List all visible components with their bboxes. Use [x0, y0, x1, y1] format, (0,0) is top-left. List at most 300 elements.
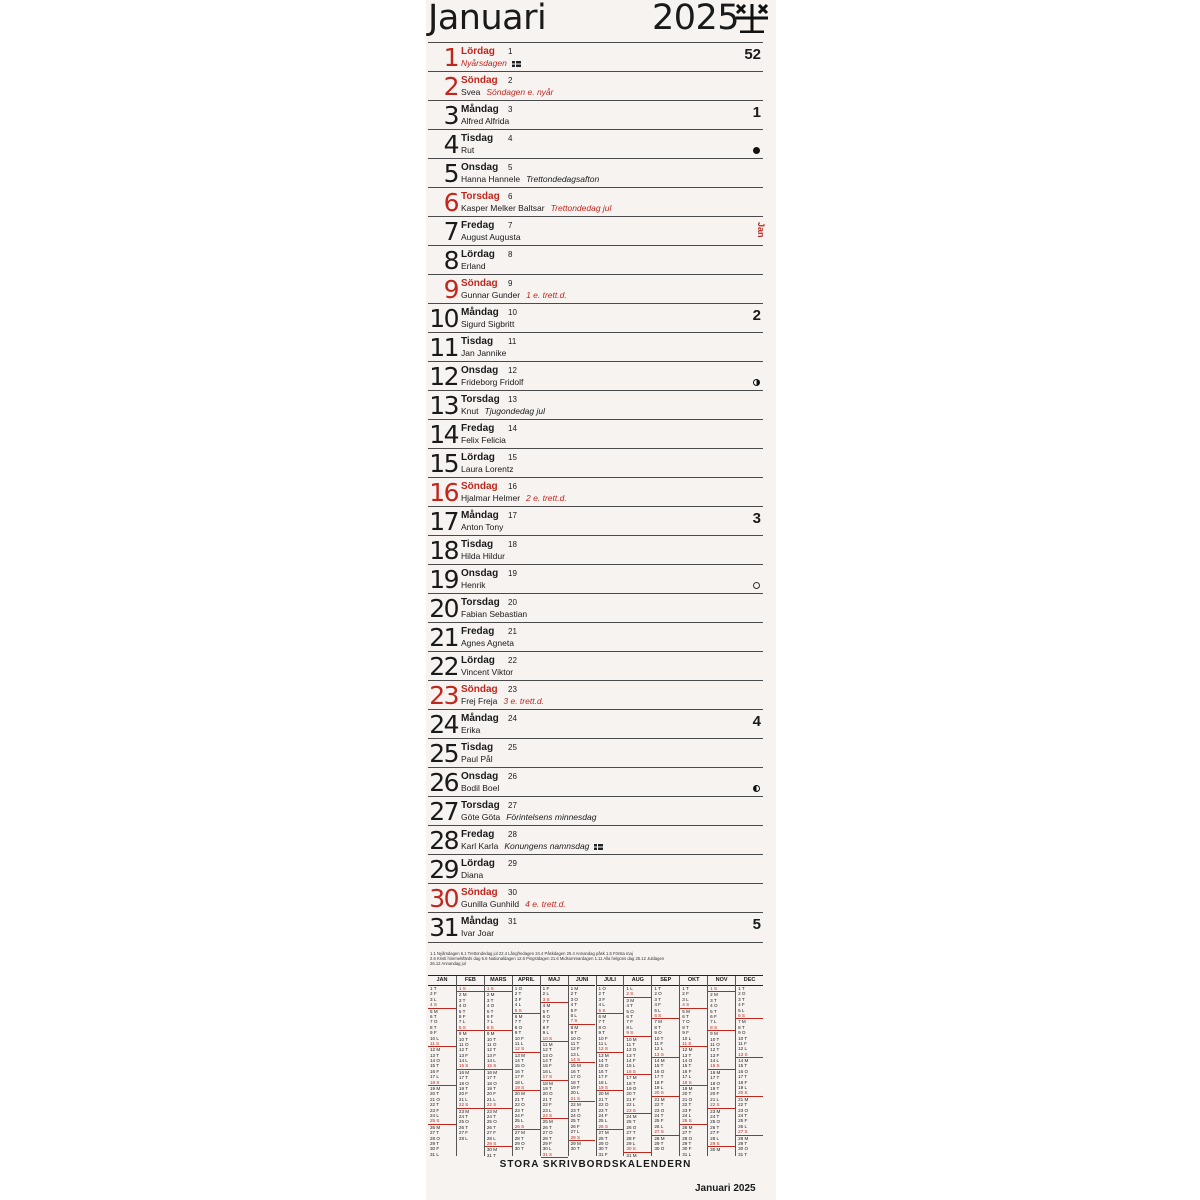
mini-day: 12 L: [654, 1046, 664, 1052]
year-overview-calendar: [428, 975, 763, 1156]
mini-day: 21 T: [598, 1096, 608, 1102]
mini-day: 22 T: [654, 1102, 664, 1108]
day-number: 9: [443, 275, 458, 304]
mini-day: 23 F: [430, 1107, 440, 1113]
mini-day: 1 S: [485, 986, 512, 992]
mini-day: 3 F: [598, 996, 606, 1002]
mini-day: 24 L: [430, 1112, 439, 1118]
name-day-names: Felix Felicia: [461, 435, 506, 445]
mini-month-name: JAN: [428, 976, 456, 986]
mini-day: 2 F: [430, 991, 437, 997]
month-title: Januari: [428, 0, 547, 38]
mini-day: 4 S: [680, 1002, 707, 1008]
mini-day: 28 T: [514, 1135, 524, 1141]
mini-day: 13 T: [626, 1052, 636, 1058]
day-number: 2: [443, 72, 458, 101]
weekday-name: Fredag: [461, 829, 495, 840]
mini-day: 5 S: [597, 1008, 624, 1014]
mini-day: 24 T: [654, 1112, 664, 1118]
mini-day: 23 T: [514, 1107, 524, 1113]
mini-day: 18 T: [570, 1079, 580, 1085]
mini-day: 25 S: [680, 1118, 707, 1124]
mini-day: 21 L: [458, 1096, 468, 1102]
mini-day: 7 O: [430, 1019, 438, 1025]
mini-day: 8 O: [598, 1024, 606, 1030]
day-of-year: 27: [508, 801, 517, 810]
mini-day: 23 M: [486, 1108, 498, 1114]
mini-day: 7 T: [542, 1019, 550, 1025]
mini-day: 2 T: [514, 991, 522, 997]
mini-day: 18 O: [486, 1080, 497, 1086]
mini-day: 23 S: [624, 1108, 651, 1114]
mini-month: [568, 976, 596, 1156]
mini-day: 15 T: [738, 1063, 748, 1069]
day-row: [428, 129, 763, 158]
mini-day: 2 S: [624, 991, 651, 997]
holiday-note: 3 e. trett.d.: [503, 696, 545, 706]
mini-day: 20 F: [710, 1091, 720, 1097]
day-of-year: 10: [508, 308, 517, 317]
mini-day: 26 T: [486, 1124, 496, 1130]
mini-day: 16 T: [598, 1068, 608, 1074]
mini-day: 18 F: [654, 1079, 664, 1085]
brand-logo-icon: [735, 3, 769, 33]
day-number: 31: [429, 913, 458, 942]
name-day-line: [461, 725, 480, 736]
day-of-year: 14: [508, 424, 517, 433]
mini-day: 10 T: [738, 1035, 748, 1041]
name-day-names: Alfred Alfrida: [461, 116, 510, 126]
day-row: [428, 622, 763, 651]
mini-day: 28 L: [458, 1135, 468, 1141]
mini-day: 24 F: [598, 1112, 608, 1118]
day-number: 18: [429, 536, 458, 565]
mini-day: 14 S: [569, 1057, 596, 1063]
name-day-line: [461, 638, 514, 649]
divider: [428, 942, 763, 943]
mini-day: 27 T: [430, 1130, 440, 1136]
name-day-names: Vincent Viktor: [461, 667, 514, 677]
mini-day: 3 L: [430, 996, 437, 1002]
mini-month: [428, 976, 456, 1156]
mini-day: 22 S: [457, 1102, 484, 1108]
name-day-names: Kasper Melker Baltsar: [461, 203, 545, 213]
mini-day: 13 L: [570, 1051, 580, 1057]
mini-day: 17 T: [710, 1075, 720, 1081]
mini-day: 5 L: [654, 1007, 661, 1013]
mini-day: 29 T: [738, 1140, 748, 1146]
day-row: [428, 709, 763, 738]
name-day-names: Gunnar Gunder: [461, 290, 521, 300]
month-side-tab[interactable]: Jan: [756, 222, 766, 238]
mini-day: 27 T: [682, 1130, 692, 1136]
name-day-names: Rut: [461, 145, 475, 155]
mini-day: 28 T: [598, 1135, 608, 1141]
weekday-name: Lördag: [461, 249, 495, 260]
mini-day: 2 M: [458, 992, 467, 998]
week-number: 52: [744, 46, 761, 63]
mini-day: 20 S: [736, 1090, 763, 1096]
day-number: 24: [429, 710, 458, 739]
weekday-name: Tisdag: [461, 742, 494, 753]
mini-day: 28 L: [710, 1135, 720, 1141]
mini-day: 5 F: [570, 1007, 578, 1013]
mini-day: 3 T: [654, 996, 661, 1002]
mini-day: 3 T: [486, 997, 494, 1003]
mini-day: 31 T: [486, 1152, 496, 1158]
mini-day: 25 T: [570, 1118, 580, 1124]
day-of-year: 30: [508, 888, 517, 897]
mini-day: 20 F: [486, 1091, 497, 1097]
holiday-note: Trettondedag jul: [550, 203, 612, 213]
mini-month: [707, 976, 735, 1156]
mini-day: 26 T: [542, 1124, 552, 1130]
mini-day: 31 L: [430, 1151, 439, 1157]
mini-month: [651, 976, 679, 1156]
holiday-note: 2 e. trett.d.: [526, 493, 567, 503]
weekday-name: Tisdag: [461, 133, 494, 144]
mini-day: 4 T: [626, 1003, 633, 1009]
mini-day: 25 T: [626, 1119, 636, 1125]
mini-day: 8 T: [738, 1024, 745, 1030]
mini-day: 5 M: [430, 1008, 438, 1014]
mini-day: 19 S: [513, 1085, 540, 1091]
day-number: 5: [443, 159, 458, 188]
mini-day: 10 L: [682, 1035, 692, 1041]
mini-day: 17 T: [738, 1074, 748, 1080]
weekday-name: Fredag: [461, 423, 495, 434]
mini-day: 3 L: [682, 996, 689, 1002]
day-row: [428, 303, 763, 332]
mini-day: 15 O: [598, 1063, 609, 1069]
mini-day: 27 S: [652, 1129, 679, 1135]
day-row: [428, 100, 763, 129]
mini-day: 6 M: [514, 1013, 523, 1019]
mini-day: 9 F: [682, 1030, 689, 1036]
name-day-line: [461, 928, 494, 939]
mini-day: 17 S: [541, 1074, 568, 1080]
mini-day: 27 L: [570, 1129, 580, 1135]
day-number: 30: [429, 884, 458, 913]
day-of-year: 22: [508, 656, 517, 665]
mini-day: 11 T: [570, 1040, 580, 1046]
mini-day: 28 L: [486, 1135, 496, 1141]
mini-day: 19 T: [486, 1086, 496, 1092]
mini-day: 31 F: [598, 1151, 608, 1157]
weekday-name: Tisdag: [461, 336, 494, 347]
mini-day: 11 S: [680, 1041, 707, 1047]
weekday-name: Lördag: [461, 46, 495, 57]
day-number: 12: [429, 362, 458, 391]
mini-day: 23 M: [458, 1108, 470, 1114]
mini-day: 24 F: [514, 1112, 524, 1118]
weekday-name: Söndag: [461, 278, 498, 289]
mini-day: 20 O: [542, 1091, 553, 1097]
mini-day: 4 T: [570, 1002, 578, 1008]
holiday-line: 2.6 Kristi himmelsfärds dag 6.6 Nationaldagen 12.6 Pingstdagen 21.6 Midsommardagen 1.11 Alla helgons dag 25.12 Juldagen: [430, 956, 665, 961]
mini-month: [540, 976, 568, 1156]
mini-day: 10 S: [541, 1036, 568, 1042]
mini-day: 23 T: [598, 1107, 608, 1113]
holiday-note: Trettondedagsafton: [526, 174, 600, 184]
mini-day: 8 L: [626, 1024, 633, 1030]
day-row: [428, 419, 763, 448]
day-number: 20: [429, 594, 458, 623]
mini-day: 14 O: [430, 1058, 440, 1064]
mini-day: 22 M: [570, 1102, 581, 1108]
mini-day: 3 F: [514, 996, 522, 1002]
day-of-year: 17: [508, 511, 517, 520]
name-day-line: [461, 87, 553, 98]
mini-day: 24 L: [682, 1112, 692, 1118]
mini-day: 2 M: [486, 992, 495, 998]
mini-day: 21 O: [682, 1096, 693, 1102]
mini-day: 15 T: [654, 1063, 664, 1069]
day-list: [428, 42, 763, 941]
mini-day: 6 F: [486, 1013, 494, 1019]
mini-month: [456, 976, 484, 1156]
mini-month: [596, 976, 624, 1156]
mini-day: 7 S: [569, 1018, 596, 1024]
mini-day: 16 T: [514, 1068, 524, 1074]
mini-day: 30 F: [430, 1146, 440, 1152]
mini-day: 1 F: [542, 986, 550, 991]
holiday-note: Konungens namnsdag: [504, 841, 590, 851]
mini-day: 26 T: [710, 1124, 720, 1130]
day-number: 6: [443, 188, 458, 217]
mini-day: 18 L: [514, 1079, 524, 1085]
mini-day: 6 T: [626, 1013, 633, 1019]
name-day-line: [461, 841, 603, 852]
day-number: 27: [429, 797, 458, 826]
day-row: [428, 796, 763, 825]
mini-day: 14 L: [458, 1058, 468, 1064]
mini-day: 29 M: [570, 1140, 581, 1146]
day-number: 25: [429, 739, 458, 768]
mini-day: 28 T: [542, 1135, 552, 1141]
name-day-line: [461, 232, 521, 243]
mini-day: 24 O: [570, 1112, 581, 1118]
mini-day: 19 T: [710, 1086, 720, 1092]
weekday-name: Onsdag: [461, 771, 499, 782]
day-of-year: 11: [508, 337, 517, 346]
weekday-name: Torsdag: [461, 800, 500, 811]
mini-day: 14 T: [514, 1058, 524, 1064]
mini-day: 11 F: [738, 1040, 747, 1046]
name-day-names: Karl Karla: [461, 841, 499, 851]
mini-day: 12 T: [710, 1047, 720, 1053]
mini-day: 16 F: [430, 1068, 440, 1074]
day-row: [428, 680, 763, 709]
mini-day: 2 L: [542, 991, 550, 997]
mini-day: 4 L: [598, 1002, 605, 1008]
mini-day: 13 S: [736, 1052, 763, 1058]
mini-day: 9 F: [430, 1030, 437, 1036]
day-row: [428, 274, 763, 303]
mini-day: 3 M: [626, 997, 635, 1003]
mini-day: 14 M: [654, 1058, 665, 1064]
mini-month-name: AUG: [624, 976, 651, 986]
mini-day: 8 T: [654, 1024, 661, 1030]
mini-day: 14 M: [738, 1058, 749, 1064]
mini-day: 16 S: [624, 1069, 651, 1075]
mini-day: 21 T: [542, 1096, 552, 1102]
mini-day: 13 M: [514, 1052, 525, 1058]
mini-day: 6 O: [542, 1013, 551, 1019]
mini-day: 26 S: [597, 1124, 624, 1130]
mini-day: 24 T: [738, 1112, 748, 1118]
name-day-line: [461, 406, 545, 417]
moon-phase-icon: [753, 785, 760, 792]
holiday-note: Tjugondedag jul: [484, 406, 545, 416]
mini-month-name: MARS: [485, 976, 512, 986]
mini-day: 8 S: [457, 1025, 484, 1031]
mini-day: 6 F: [458, 1013, 466, 1019]
mini-day: 19 M: [430, 1086, 441, 1092]
mini-day: 5 L: [738, 1007, 745, 1013]
mini-day: 26 L: [654, 1123, 664, 1129]
mini-day: 1 O: [514, 986, 523, 991]
mini-day: 18 T: [626, 1080, 636, 1086]
mini-day: 11 S: [428, 1041, 456, 1047]
day-of-year: 28: [508, 830, 517, 839]
week-number: 4: [752, 713, 761, 730]
mini-day: 27 S: [736, 1129, 763, 1135]
week-number: 1: [752, 104, 761, 121]
mini-day: 22 T: [430, 1102, 440, 1108]
name-day-names: Erika: [461, 725, 481, 735]
mini-day: 27 M: [598, 1130, 609, 1136]
mini-day: 24 M: [626, 1113, 637, 1119]
mini-day: 22 O: [598, 1102, 609, 1108]
day-of-year: 9: [508, 279, 513, 288]
mini-month-name: SEP: [652, 976, 679, 986]
day-number: 22: [429, 652, 458, 681]
name-day-names: Hjalmar Helmer: [461, 493, 521, 503]
name-day-line: [461, 435, 506, 446]
weekday-name: Lördag: [461, 655, 495, 666]
week-number: 2: [752, 307, 761, 324]
weekday-name: Måndag: [461, 307, 499, 318]
mini-day: 5 T: [542, 1008, 550, 1014]
mini-day: 7 M: [738, 1019, 746, 1025]
mini-month: [735, 976, 763, 1156]
mini-day: 15 M: [570, 1063, 581, 1069]
weekday-name: Onsdag: [461, 365, 499, 376]
name-day-line: [461, 812, 596, 823]
name-day-names: Knut: [461, 406, 479, 416]
day-number: 19: [429, 565, 458, 594]
name-day-line: [461, 203, 611, 214]
mini-month-name: JULI: [597, 976, 624, 986]
mini-day: 8 S: [485, 1025, 512, 1031]
name-day-line: [461, 464, 513, 475]
day-of-year: 6: [508, 192, 513, 201]
mini-day: 19 F: [570, 1085, 580, 1091]
mini-day: 11 O: [458, 1041, 469, 1047]
holiday-note: Nyårsdagen: [461, 58, 507, 68]
mini-day: 16 F: [682, 1068, 692, 1074]
mini-day: 19 L: [738, 1085, 748, 1091]
weekday-name: Fredag: [461, 220, 495, 231]
holiday-line: 26.12 Annandag jul: [430, 961, 466, 966]
day-number: 29: [429, 855, 458, 884]
mini-day: 30 T: [514, 1146, 524, 1152]
day-row: [428, 187, 763, 216]
mini-day: 25 L: [598, 1118, 608, 1124]
mini-day: 18 L: [598, 1079, 608, 1085]
mini-day: 9 T: [514, 1030, 522, 1036]
mini-day: 27 M: [514, 1130, 525, 1136]
mini-day: 17 T: [458, 1075, 469, 1081]
holiday-note: Förintelsens minnesdag: [506, 812, 597, 822]
mini-day: 7 L: [486, 1019, 494, 1025]
mini-day: 16 M: [458, 1069, 470, 1075]
week-number: 5: [752, 916, 761, 933]
mini-day: 24 S: [541, 1113, 568, 1119]
mini-day: 27 T: [626, 1130, 636, 1136]
name-day-line: [461, 348, 506, 359]
mini-day: 29 S: [708, 1141, 735, 1147]
mini-day: 26 O: [626, 1124, 637, 1130]
mini-day: 20 F: [458, 1091, 469, 1097]
name-day-names: Göte Göta: [461, 812, 501, 822]
mini-day: 23 M: [710, 1108, 721, 1114]
mini-day: 1 M: [570, 986, 579, 991]
mini-day: 18 S: [680, 1080, 707, 1086]
mini-day: 12 O: [626, 1047, 637, 1053]
mini-day: 31 M: [626, 1152, 637, 1158]
day-row: [428, 506, 763, 535]
name-day-names: Svea: [461, 87, 481, 97]
day-row: [428, 738, 763, 767]
name-day-line: [461, 116, 509, 127]
name-day-names: Hanna Hannele: [461, 174, 521, 184]
mini-day: 17 M: [626, 1075, 637, 1081]
mini-day: 13 S: [652, 1052, 679, 1058]
mini-day: 17 L: [430, 1074, 439, 1080]
weekday-name: Tisdag: [461, 539, 494, 550]
mini-month-name: MAJ: [541, 976, 568, 986]
holiday-note: 1 e. trett.d.: [526, 290, 567, 300]
name-day-line: [461, 609, 527, 620]
day-number: 17: [429, 507, 458, 536]
day-row: [428, 564, 763, 593]
mini-day: 9 T: [570, 1030, 578, 1036]
mini-day: 26 L: [738, 1123, 748, 1129]
mini-day: 21 O: [430, 1096, 440, 1102]
mini-day: 26 M: [430, 1124, 441, 1130]
mini-day: 6 L: [570, 1012, 577, 1018]
mini-day: 19 S: [597, 1085, 624, 1091]
day-of-year: 12: [508, 366, 517, 375]
name-day-names: Agnes Agneta: [461, 638, 514, 648]
mini-day: 25 M: [542, 1119, 553, 1125]
mini-month-name: APRIL: [513, 976, 540, 986]
mini-day: 21 S: [569, 1096, 596, 1102]
mini-day: 29 O: [514, 1140, 525, 1146]
mini-month: [484, 976, 512, 1156]
mini-day: 8 O: [514, 1024, 523, 1030]
name-day-line: [461, 754, 493, 765]
mini-day: 24 T: [458, 1113, 469, 1119]
mini-day: 16 L: [542, 1068, 552, 1074]
name-day-line: [461, 899, 566, 910]
weekday-name: Söndag: [461, 887, 498, 898]
mini-day: 10 F: [598, 1035, 608, 1041]
mini-day: 15 S: [457, 1063, 484, 1069]
day-number: 13: [429, 391, 458, 420]
